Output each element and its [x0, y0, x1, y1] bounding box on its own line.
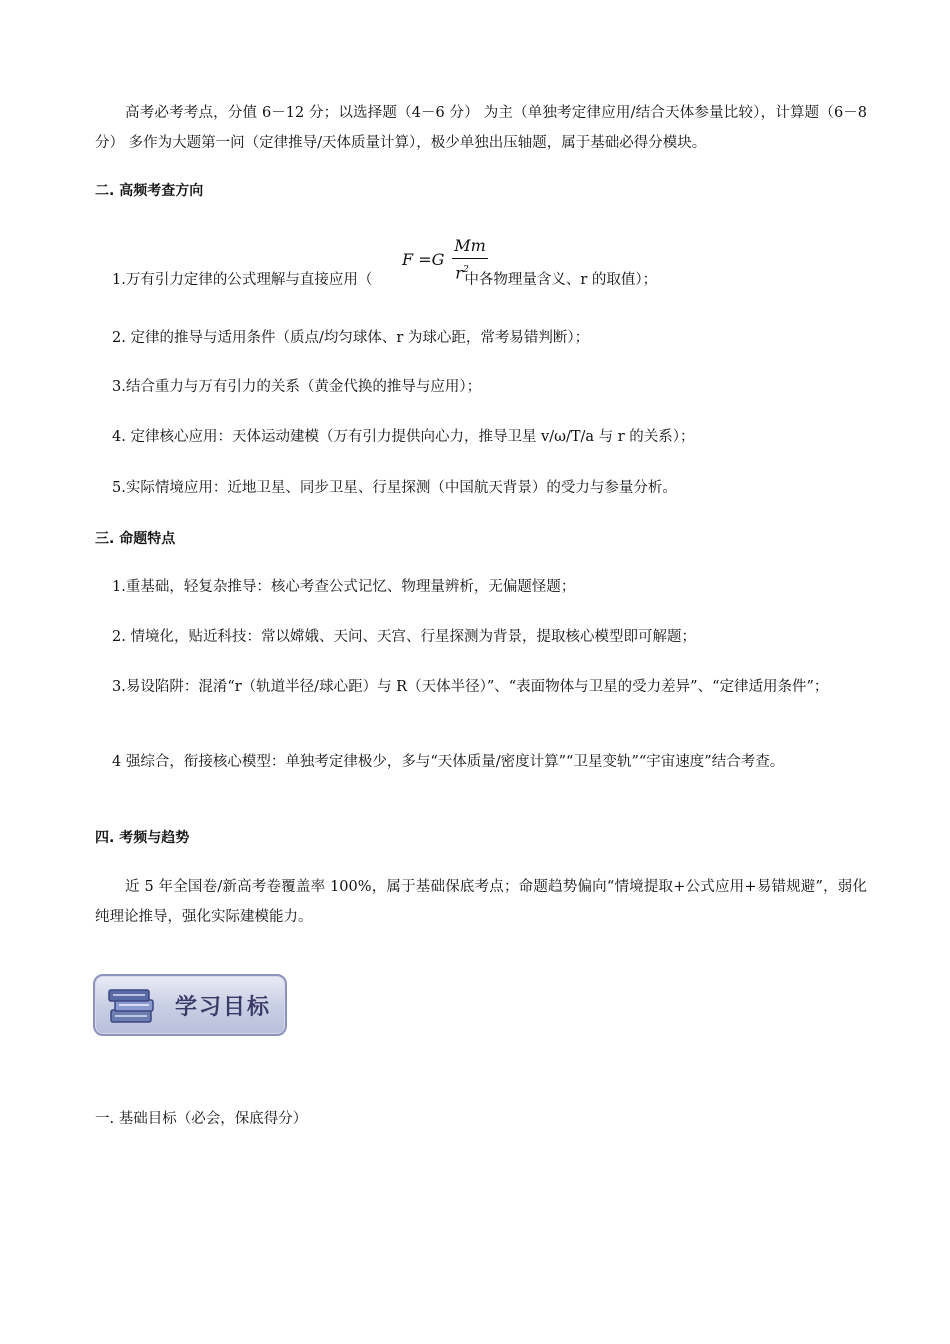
books-icon: [107, 984, 157, 1028]
list-item: 3.结合重力与万有引力的关系（黄金代换的推导与应用）；: [112, 379, 482, 395]
section-heading-2: 二. 高频考查方向: [95, 183, 204, 199]
list-item: 1.重基础，轻复杂推导：核心考查公式记忆、物理量辨析，无偏题怪题；: [112, 579, 576, 595]
trend-paragraph: 近 5 年全国卷/新高考卷覆盖率 100%，属于基础保底考点；命题趋势偏向“情境提取+公式应用+易错规避”，弱化纯理论推导，强化实际建模能力。: [95, 879, 867, 925]
basic-goals-heading: 一. 基础目标（必会，保底得分）: [95, 1111, 308, 1127]
section-heading-3: 三. 命题特点: [95, 531, 176, 547]
formula-denominator: $r^2$: [455, 263, 469, 283]
list-item: 3.易设陷阱：混淆“r（轨道半径/球心距）与 R（天体半径）”、“表面物体与卫星的受力差异”、“定律适用条件”；: [112, 679, 829, 695]
formula-numerator: Mm: [454, 236, 486, 255]
list-item: 2. 定律的推导与适用条件（质点/均匀球体、r 为球心距，常考易错判断）；: [112, 330, 590, 346]
intro-paragraph: 高考必考考点，分值 6－12 分；以选择题（4－6 分） 为主（单独考定律应用/结合天体参量比较），计算题（6－8 分） 多作为大题第一问（定律推导/天体质量计算），极少单独出压轴题，属于基础必得分模块。: [95, 105, 867, 151]
list-item: 5.实际情境应用：近地卫星、同步卫星、行星探测（中国航天背景）的受力与参量分析。: [112, 480, 677, 496]
list-item: 1.万有引力定律的公式理解与直接应用（ 中各物理量含义、r 的取值）；: [112, 272, 658, 288]
learning-goals-banner: [93, 974, 287, 1036]
section-heading-4: 四. 考频与趋势: [95, 830, 190, 846]
list-item: 4. 定律核心应用：天体运动建模（万有引力提供向心力，推导卫星 v/ω/T/a 与 r 的关系）；: [112, 429, 695, 445]
list-item: 4 强综合，衔接核心模型：单独考定律极少，多与“天体质量/密度计算”“卫星变轨”“宇宙速度”结合考查。: [112, 754, 785, 770]
list-item: 2. 情境化，贴近科技：常以嫦娥、天问、天宫、行星探测为背景，提取核心模型即可解题；: [112, 629, 696, 645]
formula-lhs: F =G: [402, 250, 445, 269]
banner-label: 学习目标: [175, 995, 272, 1020]
